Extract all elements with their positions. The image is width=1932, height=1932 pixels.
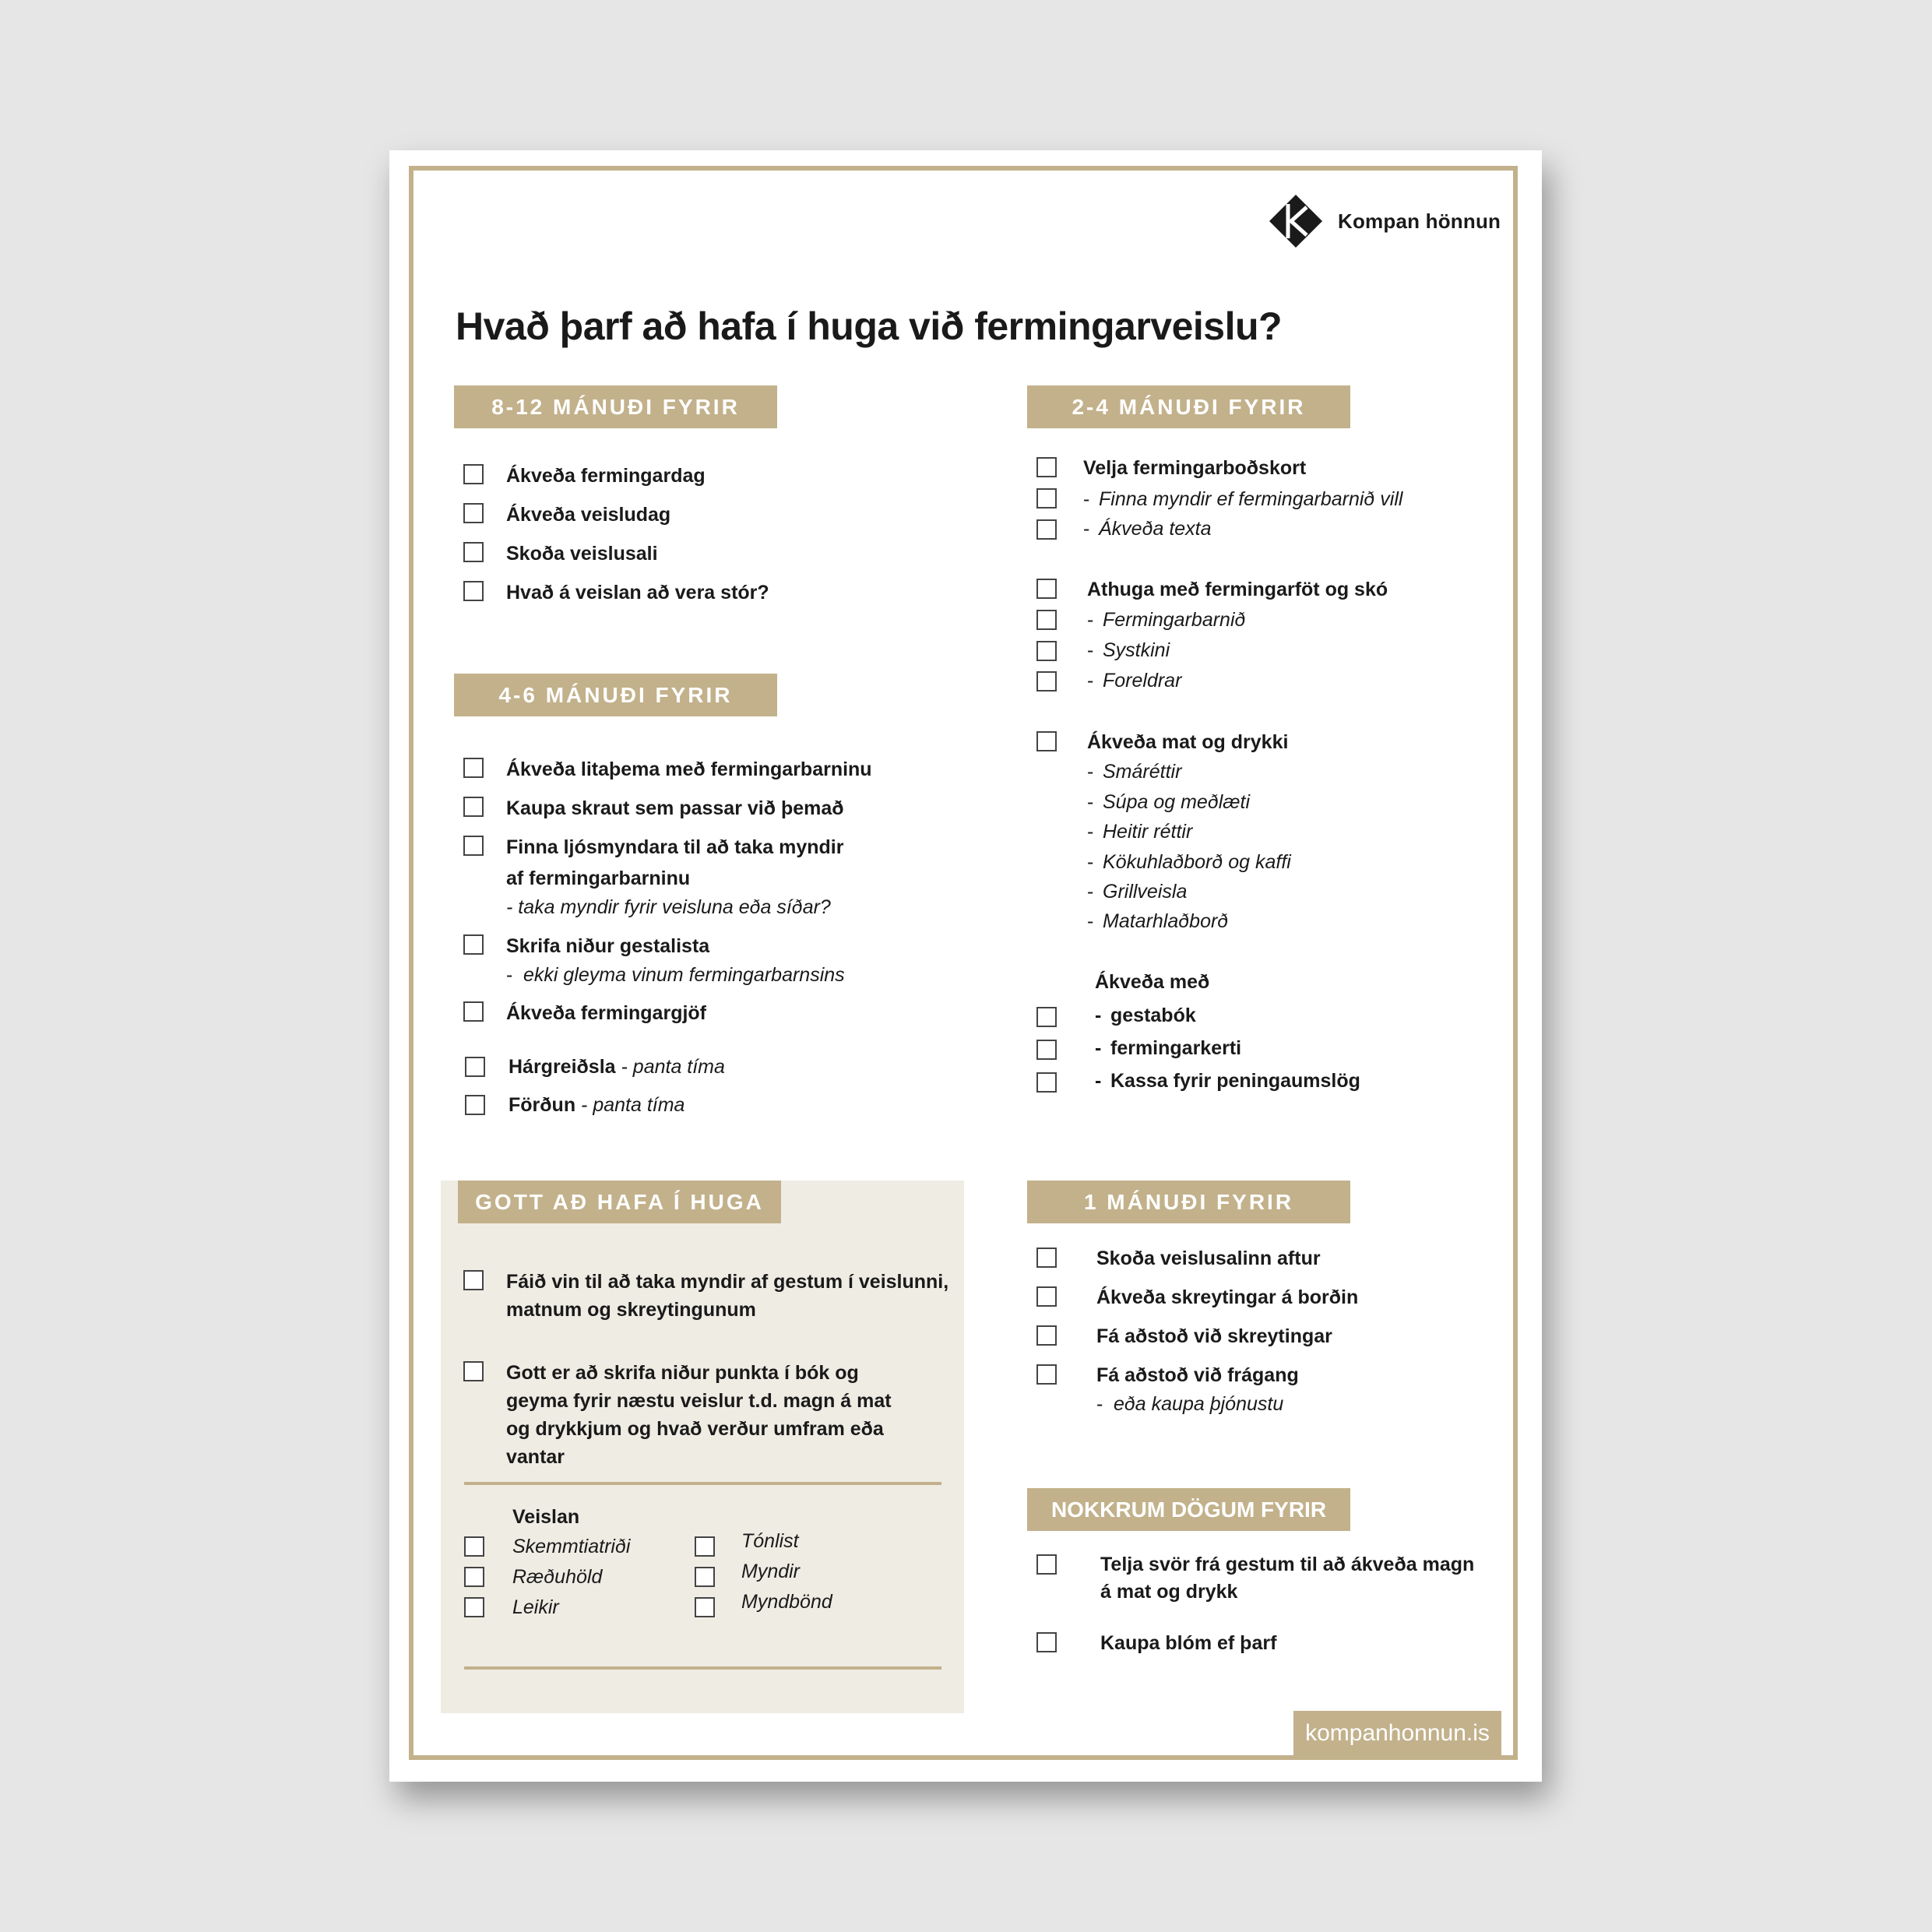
dash: -	[1087, 761, 1094, 783]
item-label: Kaupa skraut sem passar við þemað	[506, 797, 844, 819]
dash: -	[1087, 881, 1094, 903]
dash: -	[1087, 670, 1094, 692]
item-sublabel: Grillveisla	[1103, 881, 1188, 903]
veislan-label: Veislan	[512, 1506, 580, 1528]
dash: -	[1087, 791, 1094, 813]
item-sublabel: Kökuhlaðborð og kaffi	[1103, 851, 1291, 873]
checkbox[interactable]	[464, 1536, 484, 1557]
item-label: Ákveða litaþema með fermingarbarninu	[506, 758, 872, 780]
item-label: Fá aðstoð við frágang	[1096, 1364, 1299, 1386]
item-sublabel: Matarhlaðborð	[1103, 910, 1229, 932]
heading-tips: GOTT AÐ HAFA Í HUGA	[458, 1181, 781, 1223]
dash: -	[1087, 639, 1094, 661]
item-sublabel: Ákveða texta	[1099, 518, 1212, 540]
dash: -	[1095, 1005, 1102, 1026]
item-label: Fáið vin til að taka myndir af gestum í veislunni,	[506, 1271, 949, 1293]
item-sublabel: Finna myndir ef fermingarbarnið vill	[1099, 488, 1403, 510]
checkbox[interactable]	[1036, 457, 1057, 477]
item-label-cont: og drykkjum og hvað verður umfram eða	[506, 1418, 884, 1440]
item-label	[509, 1092, 684, 1118]
item-label: Myndbönd	[741, 1591, 832, 1613]
kompan-logo-icon	[1268, 193, 1324, 249]
item-label: fermingarkerti	[1110, 1037, 1242, 1059]
checkbox[interactable]	[695, 1567, 715, 1587]
checkbox[interactable]	[1036, 610, 1057, 630]
item-label: Skoða veislusalinn aftur	[1096, 1248, 1321, 1269]
dash: -	[1095, 1070, 1102, 1092]
item-label-cont: matnum og skreytingunum	[506, 1299, 756, 1321]
checkbox[interactable]	[463, 758, 484, 778]
dash: -	[506, 964, 513, 986]
checklist-sheet	[389, 150, 1542, 1782]
dash: -	[1087, 910, 1094, 932]
item-label: Tónlist	[741, 1530, 799, 1552]
checkbox[interactable]	[463, 464, 484, 484]
item-sublabel: - taka myndir fyrir veisluna eða síðar?	[506, 896, 831, 918]
item-label-cont: geyma fyrir næstu veislur t.d. magn á mat	[506, 1390, 892, 1412]
checkbox[interactable]	[1036, 1325, 1057, 1346]
item-label-bold: Hárgreiðsla	[509, 1056, 616, 1078]
checkbox[interactable]	[463, 1270, 484, 1290]
heading-2-4: 2-4 MÁNUÐI FYRIR	[1027, 385, 1350, 428]
checkbox[interactable]	[695, 1536, 715, 1557]
checkbox[interactable]	[463, 503, 484, 523]
item-sublabel: Systkini	[1103, 639, 1170, 661]
heading-8-12: 8-12 MÁNUÐI FYRIR	[454, 385, 777, 428]
item-label: Ákveða mat og drykki	[1087, 731, 1289, 753]
dash: -	[1087, 851, 1094, 873]
dash: -	[1087, 609, 1094, 631]
item-label	[509, 1054, 725, 1080]
checkbox[interactable]	[1036, 1554, 1057, 1575]
checkbox[interactable]	[463, 542, 484, 562]
item-sublabel: - panta tíma	[581, 1094, 685, 1116]
checkbox[interactable]	[695, 1597, 715, 1617]
item-label: Athuga með fermingarföt og skó	[1087, 579, 1388, 600]
item-label: gestabók	[1110, 1005, 1196, 1026]
page-title: Hvað þarf að hafa í huga við fermingarveislu?	[456, 304, 1283, 348]
heading-1-month: 1 MÁNUÐI FYRIR	[1027, 1181, 1350, 1223]
item-label: Ákveða skreytingar á borðin	[1096, 1286, 1359, 1308]
item-sublabel: eða kaupa þjónustu	[1114, 1393, 1284, 1415]
item-sublabel: - panta tíma	[621, 1056, 725, 1078]
item-label: Velja fermingarboðskort	[1083, 457, 1307, 479]
item-sublabel: Fermingarbarnið	[1103, 609, 1246, 631]
item-sublabel: Heitir réttir	[1103, 821, 1193, 843]
item-sublabel: Foreldrar	[1103, 670, 1182, 692]
item-label: Leikir	[512, 1596, 559, 1618]
dash: -	[1083, 488, 1090, 510]
checkbox[interactable]	[465, 1057, 485, 1077]
divider	[464, 1666, 941, 1670]
checkbox[interactable]	[1036, 1248, 1057, 1268]
item-label-cont: á mat og drykk	[1100, 1581, 1238, 1603]
item-label: Ákveða fermingardag	[506, 465, 706, 487]
checkbox[interactable]	[1036, 731, 1057, 751]
item-label: Gott er að skrifa niður punkta í bók og	[506, 1362, 859, 1384]
checkbox[interactable]	[463, 934, 484, 955]
checkbox[interactable]	[1036, 1632, 1057, 1652]
item-label: Ákveða með	[1095, 971, 1210, 993]
item-label: Skemmtiatriði	[512, 1536, 631, 1557]
item-label: Kaupa blóm ef þarf	[1100, 1632, 1277, 1654]
item-label: Hvað á veislan að vera stór?	[506, 582, 769, 604]
checkbox[interactable]	[463, 1001, 484, 1022]
checkbox[interactable]	[1036, 488, 1057, 509]
checkbox[interactable]	[1036, 1007, 1057, 1027]
item-label: Myndir	[741, 1561, 801, 1582]
item-label: Ákveða fermingargjöf	[506, 1002, 707, 1024]
checkbox[interactable]	[1036, 641, 1057, 661]
dash: -	[1096, 1393, 1103, 1415]
checkbox[interactable]	[464, 1597, 484, 1617]
checkbox[interactable]	[463, 836, 484, 856]
checkbox[interactable]	[1036, 671, 1057, 692]
item-label-bold: Förðun	[509, 1094, 576, 1116]
item-label: Skrifa niður gestalista	[506, 935, 710, 957]
brand-name: Kompan hönnun	[1338, 209, 1501, 233]
brand-logo	[1268, 193, 1501, 249]
checkbox[interactable]	[464, 1567, 484, 1587]
item-label: Fá aðstoð við skreytingar	[1096, 1325, 1332, 1347]
item-sublabel: Súpa og meðlæti	[1103, 791, 1251, 813]
website-url[interactable]: kompanhonnun.is	[1293, 1711, 1501, 1756]
item-label: Kassa fyrir peningaumslög	[1110, 1070, 1360, 1092]
checkbox[interactable]	[1036, 1364, 1057, 1385]
checkbox[interactable]	[1036, 1072, 1057, 1093]
divider	[464, 1482, 941, 1485]
checkbox[interactable]	[1036, 1286, 1057, 1307]
item-sublabel: ekki gleyma vinum fermingarbarnsins	[523, 964, 845, 986]
checkbox[interactable]	[463, 581, 484, 601]
checkbox[interactable]	[463, 1361, 484, 1381]
checkbox[interactable]	[1036, 579, 1057, 599]
checkbox[interactable]	[1036, 1040, 1057, 1060]
dash: -	[1095, 1037, 1102, 1059]
item-label-cont: vantar	[506, 1446, 565, 1468]
dash: -	[1087, 821, 1094, 843]
item-label: Finna ljósmyndara til að taka myndir	[506, 836, 844, 858]
checkbox[interactable]	[463, 797, 484, 817]
item-label: Ákveða veisludag	[506, 504, 671, 526]
heading-few-days: NOKKRUM DÖGUM FYRIR	[1027, 1488, 1350, 1531]
item-sublabel: Smáréttir	[1103, 761, 1182, 783]
checkbox[interactable]	[465, 1095, 485, 1115]
checkbox[interactable]	[1036, 519, 1057, 540]
item-label: Telja svör frá gestum til að ákveða magn	[1100, 1554, 1475, 1575]
item-label-cont: af fermingarbarninu	[506, 867, 691, 889]
item-label: Ræðuhöld	[512, 1566, 603, 1588]
item-label: Skoða veislusali	[506, 543, 658, 565]
dash: -	[1083, 518, 1090, 540]
heading-4-6: 4-6 MÁNUÐI FYRIR	[454, 674, 777, 716]
